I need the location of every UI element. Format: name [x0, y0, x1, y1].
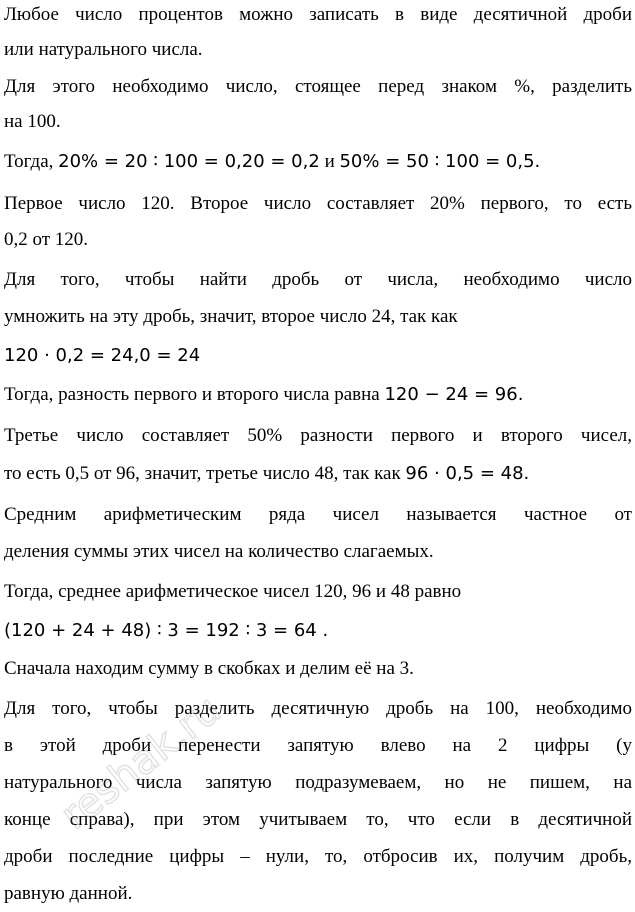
text-line-7: 0,2 от 120. [4, 229, 89, 250]
text-fragment: Тогда, разность первого и второго числа равна [4, 384, 385, 405]
text-line-4: на 100. [4, 111, 61, 132]
text-line-8: Для того, чтобы найти дробь от числа, необходимо число [4, 269, 632, 290]
text-line-16: Сначала находим сумму в скобках и делим её на 3. [4, 658, 414, 679]
formula-average: (120 + 24 + 48) ∶ 3 = 192 ∶ 3 = 64 . [4, 620, 329, 641]
text-line-21: дроби последние цифры – нули, то, отбросив их, получим дробь, [4, 846, 632, 867]
text-line-14: деления суммы этих чисел на количество слагаемых. [4, 541, 434, 562]
text-line-9: умножить на эту дробь, значит, второе число 24, так как [4, 306, 458, 327]
text-line-5 [4, 150, 632, 174]
text-line-2: или натурального числа. [4, 39, 203, 60]
formula-50-percent: 50% = 50 ∶ 100 = 0,5. [339, 151, 541, 172]
text-line-1: Любое число процентов можно записать в виде десятичной дроби [4, 4, 632, 25]
text-line-3: Для этого необходимо число, стоящее перед знаком %, разделить [4, 76, 632, 97]
text-fragment: и [319, 151, 340, 172]
text-line-22: равную данной. [4, 883, 133, 904]
text-line-19: натурального числа запятую подразумеваем, но не пишем, на [4, 772, 632, 793]
text-line-15: Тогда, среднее арифметическое чисел 120, 96 и 48 равно [4, 581, 462, 602]
text-line-10 [4, 383, 632, 407]
text-line-17: Для того, чтобы разделить десятичную дробь на 100, необходимо [4, 698, 632, 719]
text-fragment: Тогда, [4, 151, 59, 172]
text-line-18: в этой дроби перенести запятую влево на 2 цифры (у [4, 735, 632, 756]
formula-difference: 120 − 24 = 96. [384, 384, 524, 405]
text-line-12 [4, 462, 632, 486]
formula-20-percent: 20% = 20 ∶ 100 = 0,20 = 0,2 [58, 151, 320, 172]
formula-second-number: 120 ⋅ 0,2 = 24,0 = 24 [4, 345, 201, 366]
watermark-text: reshak.ru [52, 686, 230, 839]
formula-third-number: 96 ⋅ 0,5 = 48. [405, 463, 530, 484]
text-line-11: Третье число составляет 50% разности первого и второго чисел, [4, 425, 632, 446]
text-fragment: то есть 0,5 от 96, значит, третье число 48, так как [4, 463, 406, 484]
text-line-20: конце справа), при этом учитываем то, что если в десятичной [4, 809, 632, 830]
text-line-6: Первое число 120. Второе число составляет 20% первого, то есть [4, 193, 632, 214]
text-line-13: Средним арифметическим ряда чисел называется частное от [4, 504, 632, 525]
